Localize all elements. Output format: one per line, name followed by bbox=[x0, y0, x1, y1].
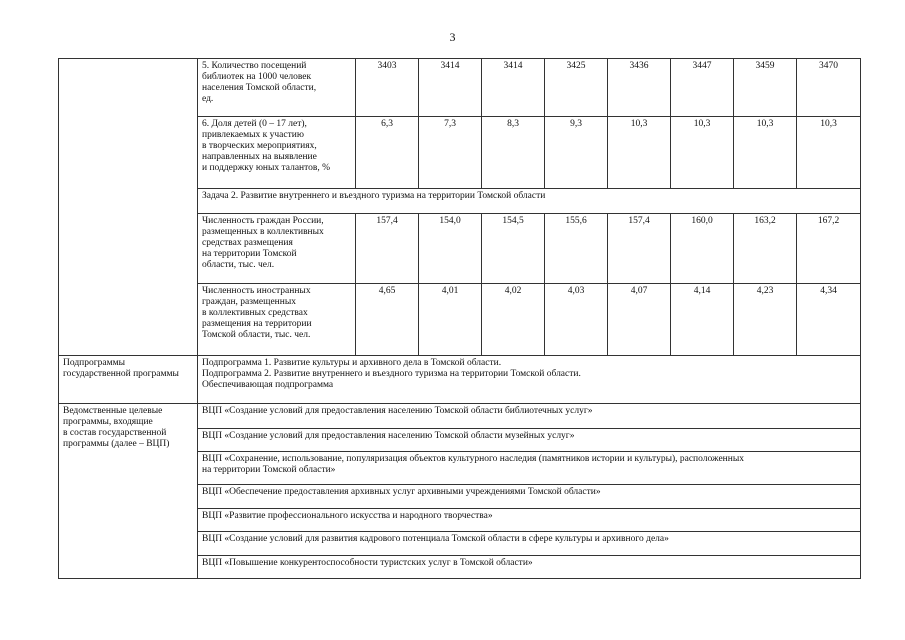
empty-left-cell bbox=[59, 59, 198, 356]
subprograms-list bbox=[198, 356, 861, 404]
indicator-value: 154,0 bbox=[419, 214, 482, 284]
indicator-value: 10,3 bbox=[608, 117, 671, 189]
indicator-value: 3436 bbox=[608, 59, 671, 117]
indicator-value: 4,03 bbox=[545, 284, 608, 356]
indicator-label: Численность иностранных граждан, размещенных в коллективных средствах размещения на территории Томской области, тыс. чел. bbox=[198, 284, 356, 356]
indicator-label: 5. Количество посещений библиотек на 1000 человек населения Томской области, ед. bbox=[198, 59, 356, 117]
indicator-value: 8,3 bbox=[482, 117, 545, 189]
vcp-item: ВЦП «Повышение конкурентоспособности туристских услуг в Томской области» bbox=[198, 556, 861, 579]
subprograms-label: Подпрограммы государственной программы bbox=[59, 356, 198, 404]
indicator-value: 3447 bbox=[671, 59, 734, 117]
indicator-value: 163,2 bbox=[734, 214, 797, 284]
indicator-value: 157,4 bbox=[356, 214, 419, 284]
subprogram-item: Подпрограмма 2. Развитие внутреннего и въездного туризма на территории Томской области. bbox=[202, 369, 581, 379]
task-title: Задача 2. Развитие внутреннего и въездного туризма на территории Томской области bbox=[198, 189, 861, 214]
indicator-value: 155,6 bbox=[545, 214, 608, 284]
indicator-value: 4,34 bbox=[797, 284, 861, 356]
indicator-label: 6. Доля детей (0 – 17 лет), привлекаемых к участию в творческих мероприятиях, направленных на выявление и поддержку юных талантов, % bbox=[198, 117, 356, 189]
subprogram-item: Обеспечивающая подпрограмма bbox=[202, 380, 334, 390]
indicator-value: 160,0 bbox=[671, 214, 734, 284]
indicator-value: 10,3 bbox=[734, 117, 797, 189]
vcp-item: ВЦП «Развитие профессионального искусства и народного творчества» bbox=[198, 509, 861, 532]
table-row bbox=[59, 59, 861, 117]
vcp-item: ВЦП «Сохранение, использование, популяризация объектов культурного наследия (памятников истории и культуры), расположенных на территории Томской области» bbox=[198, 452, 861, 485]
indicator-value: 7,3 bbox=[419, 117, 482, 189]
indicator-value: 154,5 bbox=[482, 214, 545, 284]
indicator-value: 3414 bbox=[482, 59, 545, 117]
indicator-value: 4,01 bbox=[419, 284, 482, 356]
indicator-value: 4,65 bbox=[356, 284, 419, 356]
table-row bbox=[59, 404, 861, 429]
indicator-value: 3414 bbox=[419, 59, 482, 117]
indicator-value: 6,3 bbox=[356, 117, 419, 189]
table-row bbox=[59, 356, 861, 404]
indicator-value: 4,02 bbox=[482, 284, 545, 356]
indicator-value: 167,2 bbox=[797, 214, 861, 284]
vcp-item: ВЦП «Создание условий для предоставления населению Томской области библиотечных услуг» bbox=[198, 404, 861, 429]
indicator-value: 3403 bbox=[356, 59, 419, 117]
indicator-value: 3459 bbox=[734, 59, 797, 117]
indicator-value: 4,14 bbox=[671, 284, 734, 356]
vcp-item: ВЦП «Обеспечение предоставления архивных услуг архивными учреждениями Томской области» bbox=[198, 485, 861, 509]
indicator-value: 4,07 bbox=[608, 284, 671, 356]
indicator-value: 10,3 bbox=[797, 117, 861, 189]
page-number: 3 bbox=[449, 30, 456, 44]
vcp-item: ВЦП «Создание условий для развития кадрового потенциала Томской области в сфере культуры и архивного дела» bbox=[198, 532, 861, 556]
indicator-value: 3425 bbox=[545, 59, 608, 117]
indicator-value: 10,3 bbox=[671, 117, 734, 189]
indicator-label: Численность граждан России, размещенных в коллективных средствах размещения на территории Томской области, тыс. чел. bbox=[198, 214, 356, 284]
vcp-label: Ведомственные целевые программы, входящие в состав государственной программы (далее – ВЦП) bbox=[59, 404, 198, 579]
program-passport-table bbox=[58, 58, 861, 579]
vcp-item: ВЦП «Создание условий для предоставления населению Томской области музейных услуг» bbox=[198, 429, 861, 452]
indicator-value: 9,3 bbox=[545, 117, 608, 189]
indicator-value: 4,23 bbox=[734, 284, 797, 356]
indicator-value: 157,4 bbox=[608, 214, 671, 284]
subprogram-item: Подпрограмма 1. Развитие культуры и архивного дела в Томской области. bbox=[202, 358, 502, 368]
indicator-value: 3470 bbox=[797, 59, 861, 117]
